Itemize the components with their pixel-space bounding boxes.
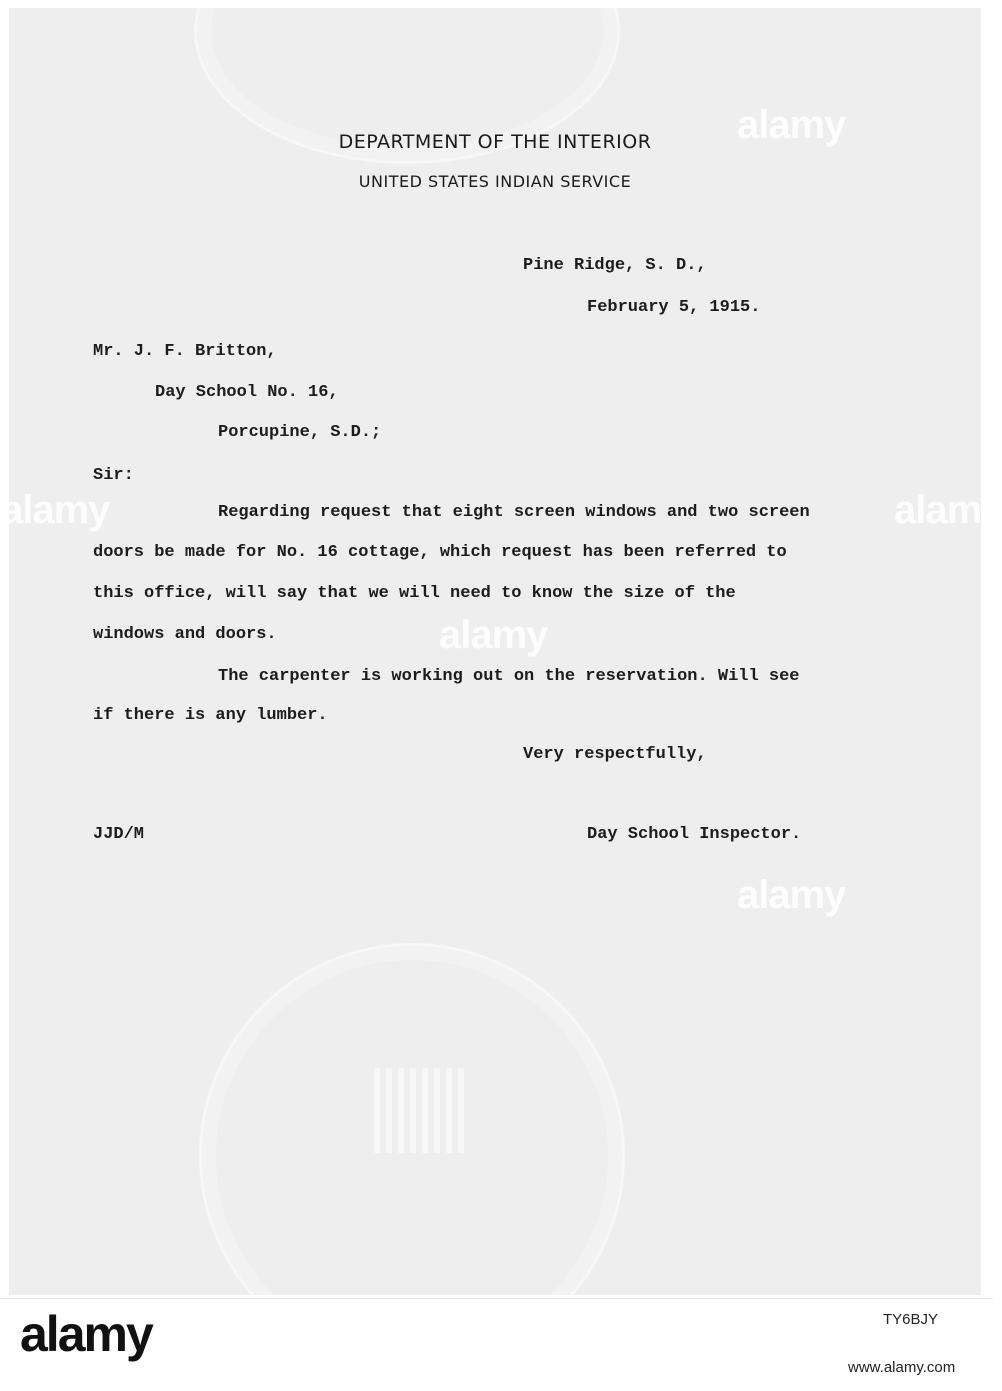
- typist-initials: JJD/M: [93, 825, 145, 844]
- body-line: if there is any lumber.: [93, 706, 328, 725]
- watermark-text: alamy: [439, 613, 548, 657]
- alamy-logo: alamy: [20, 1306, 152, 1362]
- closing: Very respectfully,: [523, 745, 707, 764]
- body-line: The carpenter is working out on the reservation. Will see: [218, 667, 800, 686]
- addressee-location: Porcupine, S.D.;: [218, 423, 382, 442]
- watermark-text: alamy: [737, 873, 846, 917]
- letterhead-service: UNITED STATES INDIAN SERVICE: [358, 172, 632, 191]
- letter-date: February 5, 1915.: [587, 298, 761, 317]
- salutation: Sir:: [93, 466, 134, 485]
- body-line: Regarding request that eight screen windows and two screen: [218, 503, 810, 522]
- seal-shield-stripes: [374, 1068, 464, 1153]
- watermark-text: alamy: [894, 488, 1002, 532]
- letterhead-department: DEPARTMENT OF THE INTERIOR: [338, 131, 652, 153]
- body-line: this office, will say that we will need to know the size of the: [93, 584, 736, 603]
- body-line: windows and doors.: [93, 625, 277, 644]
- addressee-name: Mr. J. F. Britton,: [93, 342, 277, 361]
- addressee-school: Day School No. 16,: [155, 383, 339, 402]
- watermark-text: alamy: [737, 103, 846, 147]
- letter-sheet: [1, 8, 1002, 1295]
- signature-title: Day School Inspector.: [587, 825, 802, 844]
- letter-place: Pine Ridge, S. D.,: [523, 256, 707, 275]
- stock-image-id: TY6BJY: [883, 1311, 939, 1328]
- watermark-text: alamy: [1, 488, 110, 532]
- body-line: doors be made for No. 16 cottage, which request has been referred to: [93, 543, 787, 562]
- site-url: www.alamy.com: [848, 1359, 956, 1376]
